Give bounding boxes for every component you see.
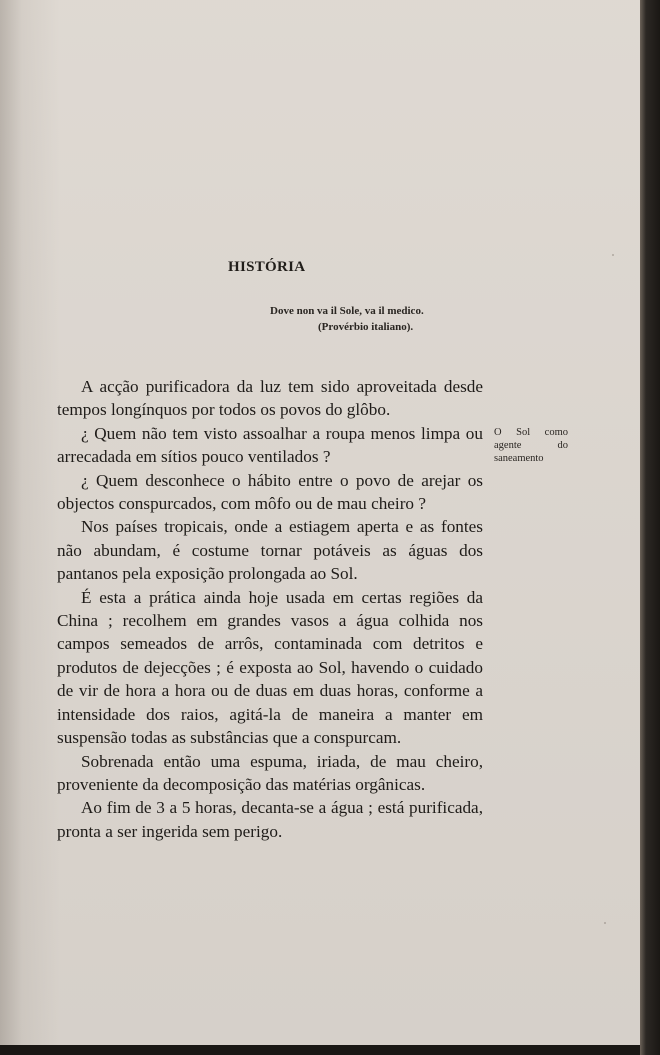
- body-text: [57, 375, 483, 843]
- paragraph: ¿ Quem não tem visto assoalhar a roupa menos limpa ou arrecadada em sítios pouco ventilados ?: [57, 423, 483, 467]
- paper-speck: [612, 254, 614, 256]
- epigraph: [270, 303, 470, 335]
- margin-note-line: saneamento: [494, 453, 544, 464]
- margin-note-line: O Sol como: [494, 427, 568, 438]
- paragraph: Ao fim de 3 a 5 horas, decanta-se a água ; está purificada, pronta a ser ingerida sem perigo.: [57, 798, 483, 841]
- paragraph: Sobrenada então uma espuma, iriada, de mau cheiro, proveniente da decomposição das matérias orgânicas.: [57, 751, 483, 794]
- epigraph-quote: Dove non va il Sole, va il medico.: [270, 305, 424, 317]
- chapter-heading: HISTÓRIA: [228, 259, 306, 275]
- margin-note: [494, 426, 568, 465]
- paper-speck: [604, 922, 606, 924]
- page-edge-shadow: [640, 0, 660, 1055]
- epigraph-source: (Provérbio italiano).: [318, 321, 414, 333]
- paragraph: A acção purificadora da luz tem sido aproveitada desde tempos longínquos por todos os povos do glôbo.: [57, 377, 483, 420]
- paragraph: Nos países tropicais, onde a estiagem aperta e as fontes não abundam, é costume tornar potáveis as águas dos pantanos pela exposição prolongada ao Sol.: [57, 517, 483, 584]
- paragraph: ¿ Quem desconhece o hábito entre o povo de arejar os objectos conspurcados, com môfo ou de mau cheiro ?: [57, 470, 483, 514]
- paragraph: É esta a prática ainda hoje usada em certas regiões da China ; recolhem em grandes vasos a água colhida nos campos semeados de arrôs, contaminada com detritos e produtos de dejecções ; é exposta ao Sol, havendo o cuidado de vir de hora a hora ou de duas em duas horas, conforme a intensidade dos raios, agitá-la de maneira a manter em suspensão todas as substâncias que a conspurcam.: [57, 587, 483, 748]
- margin-note-line: agente do: [494, 440, 568, 451]
